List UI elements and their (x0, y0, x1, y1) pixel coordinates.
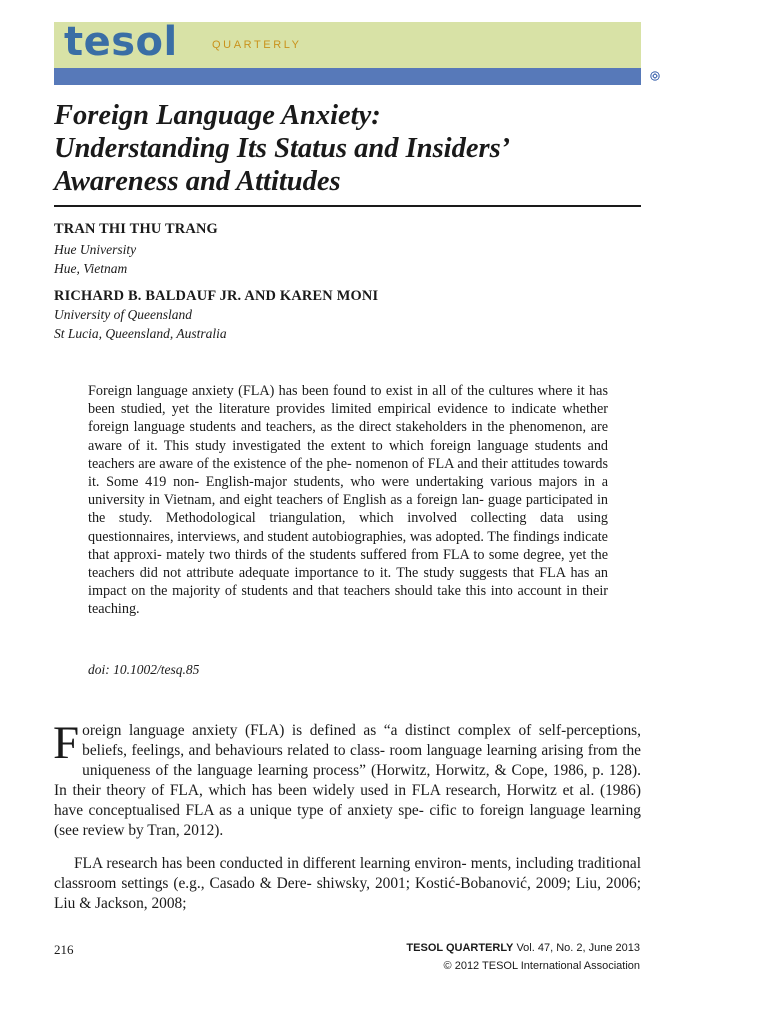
body-line: ments, including traditional classroom settings (e.g., Casado & Dere- (54, 855, 641, 892)
body-line: oreign language anxiety (FLA) is defined as “a distinct complex of (82, 722, 532, 739)
body-line: learning process” (Horwitz, Horwitz, & Cope, 1986, p. 128). In their (54, 762, 641, 799)
journal-header-band (54, 19, 641, 68)
journal-issue: Vol. 47, No. 2, June 2013 (516, 942, 640, 954)
affiliation-line: University of Queensland (54, 307, 192, 322)
abstract-line: yet the teachers did not attribute adequate importance to it. The (88, 546, 609, 582)
article-title (54, 99, 641, 198)
tesol-association-logo (649, 67, 720, 85)
abstract-line: university in Vietnam, and eight teachers of English as a foreign lan- (88, 492, 484, 509)
body-paragraph (54, 854, 641, 914)
abstract-line: language students and teachers are aware of the existence of the phe- (88, 437, 609, 472)
body-line: shiwsky, 2001; Kostić-Bobanović, 2009; Liu, 2006; Liu & Jackson, 2008; (54, 875, 641, 912)
abstract-line: and teachers, as the direct stakeholders in the phenomenon, are (240, 419, 609, 436)
drop-cap: F (53, 717, 80, 769)
journal-subtitle: QUARTERLY (212, 39, 302, 51)
globe-icon (649, 70, 661, 82)
header-blue-bar (54, 68, 641, 85)
abstract-line: guage participated in the study. Methodological triangulation, which (88, 492, 608, 527)
body-line: room language learning arising from the uniqueness of the language (82, 742, 641, 779)
body-line: FLA research has been conducted in different learning environ- (74, 855, 467, 872)
author-affiliation (54, 240, 136, 278)
body-line: self-perceptions, beliefs, feelings, and behaviours related to class- (82, 722, 641, 759)
body-line: cific to foreign language learning (see review by Tran, 2012). (54, 802, 641, 839)
abstract-line: mately two thirds of the students suffered from FLA to some degree, (166, 546, 565, 563)
title-line: Awareness and Attitudes (54, 166, 341, 197)
author-affiliation (54, 305, 227, 343)
journal-name: TESOL QUARTERLY (406, 942, 514, 954)
tesol-logo: tesol (64, 19, 178, 65)
abstract-line: empirical evidence to indicate whether foreign language students (88, 401, 609, 436)
abstract-line: and that teachers should take this into account in their teaching. (88, 583, 608, 618)
page-number: 216 (54, 942, 74, 957)
author-name: TRAN THI THU TRANG (54, 221, 218, 237)
doi-link[interactable]: doi: 10.1002/tesq.85 (88, 662, 200, 677)
abstract-line: involved collecting data using questionnaires, interviews, and student (88, 510, 608, 545)
abstract-line: Foreign language anxiety (FLA) has been found to exist in all of the (88, 383, 485, 399)
title-line: Foreign Language Anxiety: (54, 100, 381, 131)
body-line: theory of FLA, which has been widely used in FLA research, Horwitz (106, 782, 557, 799)
author-name: RICHARD B. BALDAUF JR. AND KAREN MONI (54, 288, 379, 304)
abstract-line: aware of it. This study investigated the extent to which foreign (88, 437, 471, 454)
association-logo-text: tesoL (663, 70, 693, 82)
affiliation-line: Hue University (54, 242, 137, 257)
abstract (88, 382, 608, 619)
journal-citation (406, 942, 640, 954)
abstract-line: autobiographies, was adopted. The findings indicate that approxi- (88, 528, 608, 563)
copyright-notice: © 2012 TESOL International Association (443, 960, 640, 972)
affiliation-line: Hue, Vietnam (54, 261, 128, 276)
abstract-line: nomenon of FLA and their attitudes towards it. Some 419 non- (88, 455, 608, 491)
affiliation-line: St Lucia, Queensland, Australia (54, 326, 227, 341)
body-paragraph (53, 717, 642, 841)
title-line: Understanding Its Status and Insiders’ (54, 133, 511, 164)
body-line: et al. (1986) have conceptualised FLA as a unique type of anxiety spe- (54, 782, 642, 819)
abstract-line: cultures where it has been studied, yet the literature provides limited (88, 383, 608, 418)
title-rule (54, 205, 641, 207)
association-logo-subtext: international association (696, 71, 718, 80)
abstract-line: study suggests that FLA has an impact on the majority of students (88, 565, 608, 600)
abstract-line: English-major students, who were undertaking various majors in a (205, 474, 608, 491)
